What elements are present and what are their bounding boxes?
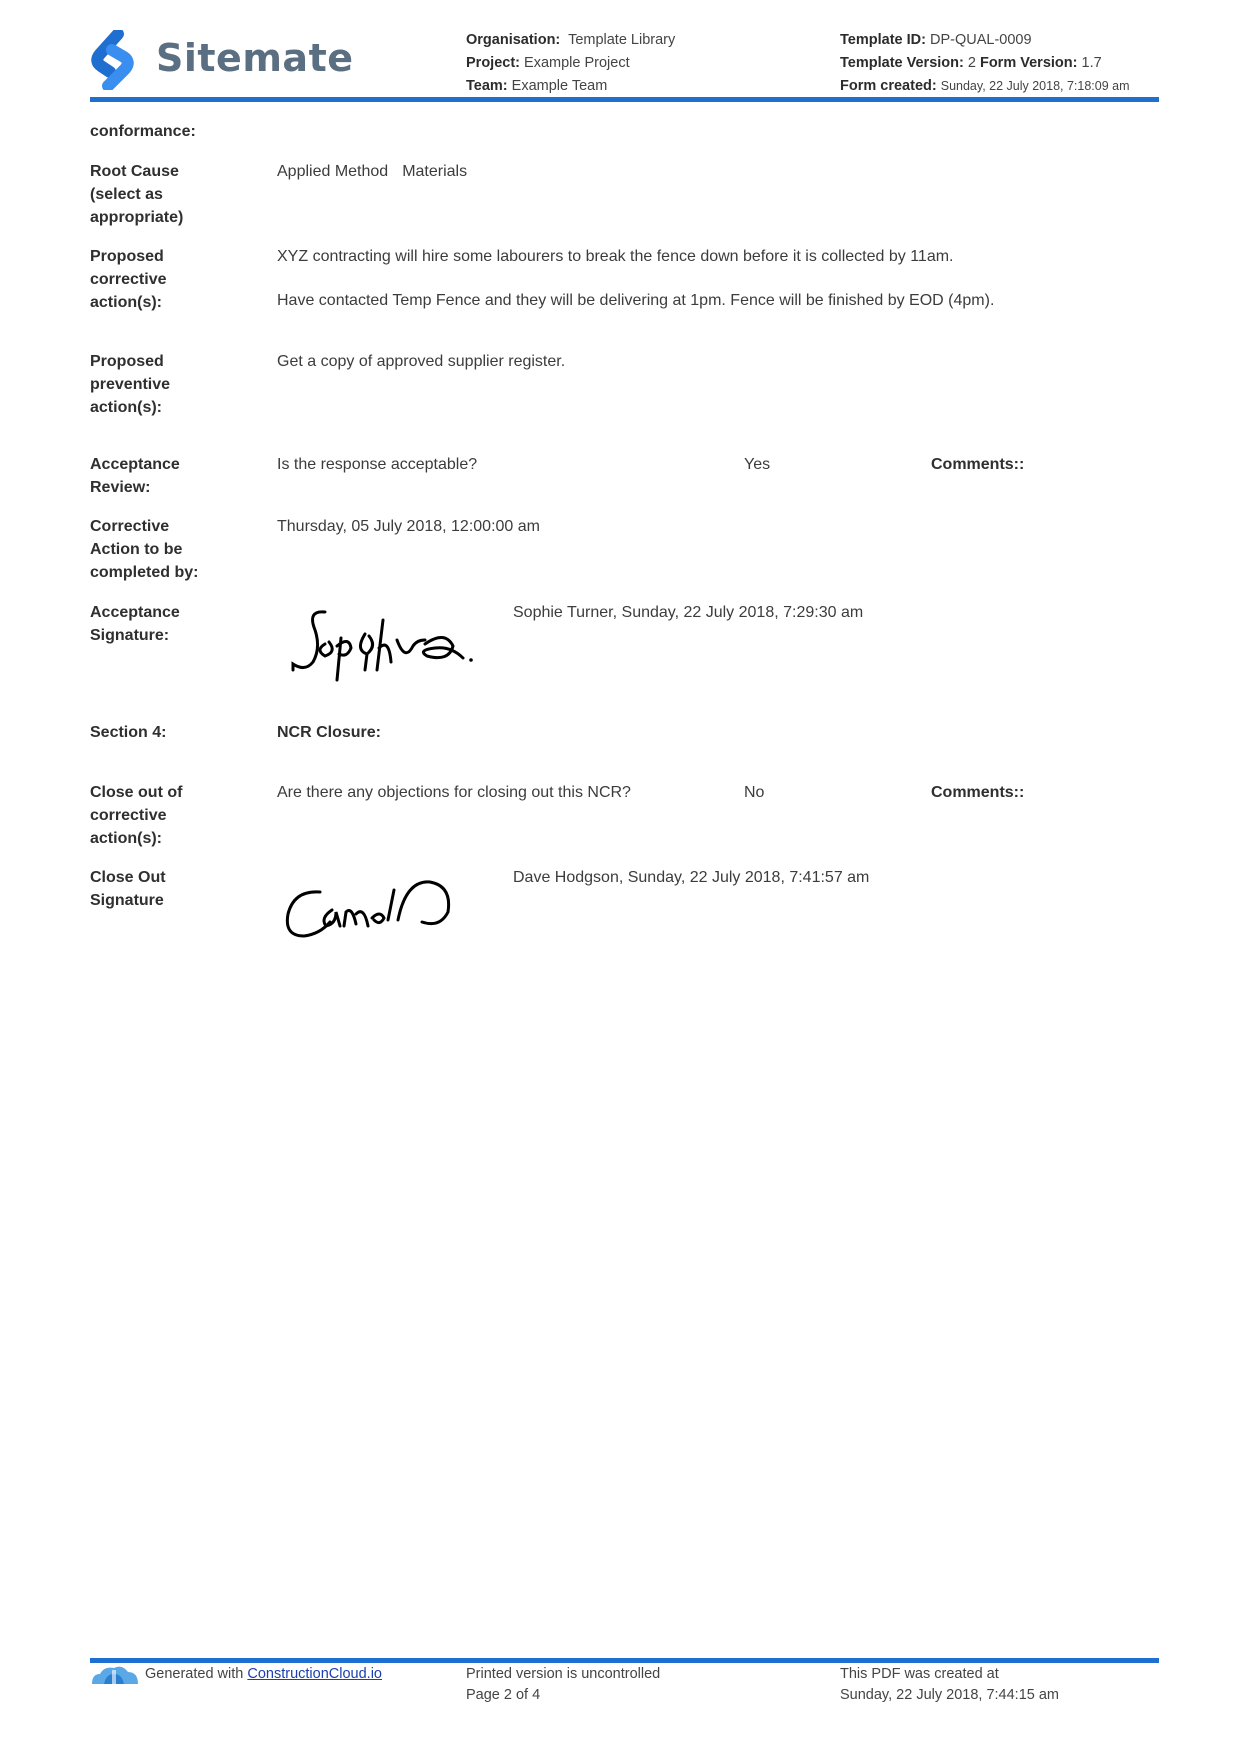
proposed-preventive-value: Get a copy of approved supplier register. (277, 353, 566, 370)
brand-name: Sitemate (156, 36, 354, 80)
acceptance-signature-image (285, 600, 485, 690)
form-created-label: Form created: (840, 78, 937, 94)
acceptance-review-question: Is the response acceptable? (277, 456, 478, 473)
corrective-completed-by-label: Corrective Action to be completed by: (90, 518, 199, 581)
footer-printed-line1: Printed version is uncontrolled (466, 1666, 661, 1682)
header-org-block (466, 29, 675, 98)
proposed-corrective-line1: XYZ contracting will hire some labourers to break the fence down before it is collected by 11am. (277, 248, 954, 265)
close-out-signature-label: Close Out Signature (90, 869, 166, 909)
proposed-preventive-label: Proposed preventive action(s): (90, 353, 171, 416)
root-cause-label: Root Cause (select as appropriate) (90, 163, 184, 226)
project-row (466, 52, 675, 75)
template-id-value: DP-QUAL-0009 (929, 32, 1032, 48)
close-out-action-comments-label: Comments:: (931, 784, 1025, 801)
acceptance-review-answer: Yes (744, 456, 771, 473)
close-out-action-answer: No (744, 784, 765, 801)
conformance-label: conformance: (90, 123, 196, 140)
project-value: Example Project (524, 55, 630, 71)
footer-pdf-created (840, 1664, 1059, 1706)
corrective-completed-by-value: Thursday, 05 July 2018, 12:00:00 am (277, 518, 540, 535)
proposed-corrective-label: Proposed corrective action(s): (90, 248, 167, 311)
form-created-value: Sunday, 22 July 2018, 7:18:09 am (940, 79, 1130, 93)
footer-pdf-line1: This PDF was created at (840, 1666, 999, 1682)
form-version-value: 1.7 (1081, 55, 1102, 71)
sitemate-logo (90, 28, 354, 94)
proposed-corrective-line2: Have contacted Temp Fence and they will be delivering at 1pm. Fence will be finished by EOD (4pm). (277, 292, 995, 309)
section4-title: NCR Closure: (277, 724, 382, 741)
root-cause-option-applied-method: Applied Method (277, 163, 389, 180)
acceptance-signature-signed: Sophie Turner, Sunday, 22 July 2018, 7:29:30 am (513, 604, 864, 621)
header-divider (90, 97, 1159, 102)
form-version-label: Form Version: (979, 55, 1078, 71)
acceptance-review-comments-label: Comments:: (931, 456, 1025, 473)
sitemate-logo-icon (90, 30, 138, 90)
template-version-value: 2 (967, 55, 976, 71)
organisation-label: Organisation: (466, 32, 561, 48)
footer-page-number: Page 2 of 4 (466, 1687, 541, 1703)
team-label: Team: (466, 78, 508, 94)
header-template-block (840, 29, 1130, 98)
template-id-row (840, 29, 1130, 52)
close-out-action-question: Are there any objections for closing out this NCR? (277, 784, 631, 801)
constructioncloud-link[interactable]: ConstructionCloud.io (247, 1666, 382, 1682)
project-label: Project: (466, 55, 520, 71)
organisation-value: Template Library (568, 32, 676, 48)
footer-generated-prefix: Generated with (145, 1666, 244, 1682)
team-value: Example Team (511, 78, 608, 94)
root-cause-values (277, 160, 467, 183)
close-out-signature-image (280, 870, 470, 950)
organisation-row (466, 29, 675, 52)
root-cause-option-materials: Materials (402, 163, 468, 180)
template-version-label: Template Version: (840, 55, 964, 71)
acceptance-signature-label: Acceptance Signature: (90, 604, 180, 644)
constructioncloud-logo-icon (90, 1664, 140, 1686)
close-out-action-label: Close out of corrective action(s): (90, 784, 183, 847)
footer-printed (466, 1664, 660, 1706)
close-out-signature-signed: Dave Hodgson, Sunday, 22 July 2018, 7:41:57 am (513, 869, 870, 886)
template-version-row (840, 52, 1130, 75)
footer-pdf-line2: Sunday, 22 July 2018, 7:44:15 am (840, 1687, 1059, 1703)
section4-label: Section 4: (90, 724, 167, 741)
footer-generated (145, 1664, 382, 1685)
template-id-label: Template ID: (840, 32, 926, 48)
team-row (466, 75, 675, 98)
form-created-row (840, 75, 1130, 98)
acceptance-review-label: Acceptance Review: (90, 456, 180, 496)
footer-divider (90, 1658, 1159, 1663)
